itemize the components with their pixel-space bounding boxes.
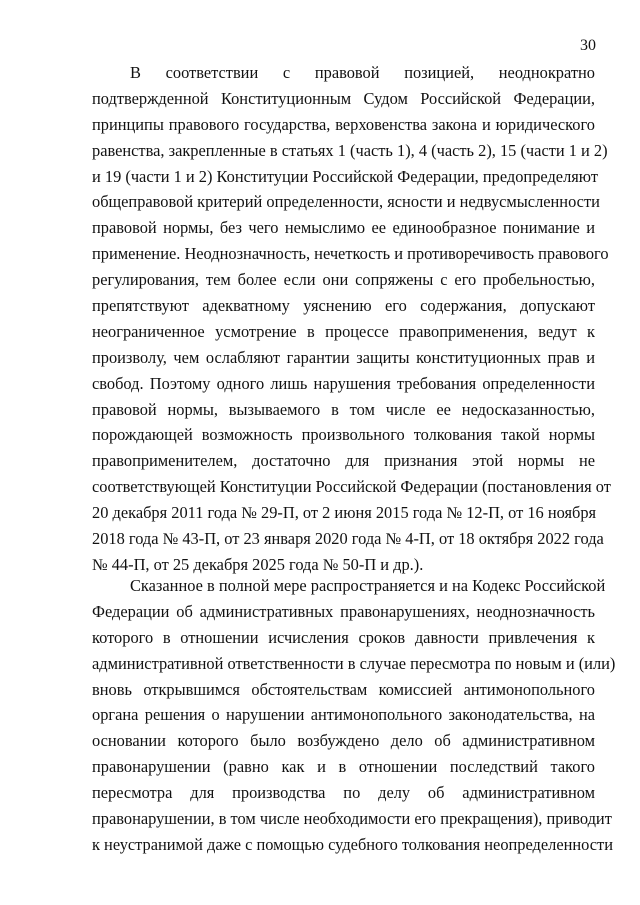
text-line: правовой нормы, вызываемого в том числе ее недосказанностью, (92, 399, 595, 419)
text-line: правоприменителем, достаточно для признания этой нормы не (92, 451, 595, 471)
text-line: общеправовой критерий определенности, ясности и недвусмысленности (92, 192, 600, 212)
page-number: 30 (580, 37, 596, 54)
text-line: соответствующей Конституции Российской Федерации (постановления от (92, 477, 611, 497)
text-line: правовой нормы, без чего немыслимо ее единообразное понимание и (92, 218, 595, 238)
text-line: к неустранимой даже с помощью судебного толкования неопределенности (92, 834, 613, 854)
text-line: которого в отношении исчисления сроков давности привлечения к (92, 627, 595, 647)
text-line: препятствуют адекватному уяснению его содержания, допускают (92, 296, 595, 316)
text-line: регулирования, тем более если они сопряжены с его пробельностью, (92, 270, 595, 290)
text-line: В соответствии с правовой позицией, неоднократно (130, 63, 595, 82)
text-line: применение. Неоднозначность, нечеткость и противоречивость правового (92, 244, 609, 264)
text-line: равенства, закрепленные в статьях 1 (часть 1), 4 (часть 2), 15 (части 1 и 2) (92, 140, 608, 160)
text-line: Сказанное в полной мере распространяется и на Кодекс Российской (130, 576, 606, 595)
text-line: правонарушении (равно как и в отношении последствий такого (92, 757, 595, 777)
text-line: неограниченное усмотрение в процессе правоприменения, ведут к (92, 321, 595, 341)
text-line: правонарушении, в том числе необходимости его прекращения), приводит (92, 809, 612, 829)
text-line: основании которого было возбуждено дело об административном (92, 731, 595, 751)
text-line: порождающей возможность произвольного толкования такой нормы (92, 425, 595, 445)
text-line: 2018 года № 43-П, от 23 января 2020 года № 4-П, от 18 октября 2022 года (92, 529, 604, 549)
text-line: пересмотра для производства по делу об административном (92, 783, 595, 803)
text-line: и 19 (части 1 и 2) Конституции Российской Федерации, предопределяют (92, 166, 598, 186)
paragraph-constitutional-position (92, 60, 611, 578)
text-line: 20 декабря 2011 года № 29-П, от 2 июня 2015 года № 12-П, от 16 ноября (92, 503, 597, 523)
paragraph-administrative-code (92, 573, 616, 858)
text-line: вновь открывшимся обстоятельствам комиссией антимонопольного (92, 679, 595, 699)
text-line: произволу, чем ослабляют гарантии защиты конституционных прав и (92, 347, 595, 367)
text-line: № 44-П, от 25 декабря 2025 года № 50-П и др.). (92, 554, 424, 574)
text-line: принципы правового государства, верховенства закона и юридического (92, 114, 595, 134)
text-line: органа решения о нарушении антимонопольного законодательства, на (92, 705, 595, 725)
text-line: свобод. Поэтому одного лишь нарушения требования определенности (92, 373, 595, 393)
text-line: Федерации об административных правонарушениях, неоднозначность (92, 601, 595, 621)
text-line: административной ответственности в случае пересмотра по новым и (или) (92, 653, 616, 673)
text-line: подтвержденной Конституционным Судом Российской Федерации, (92, 88, 595, 108)
